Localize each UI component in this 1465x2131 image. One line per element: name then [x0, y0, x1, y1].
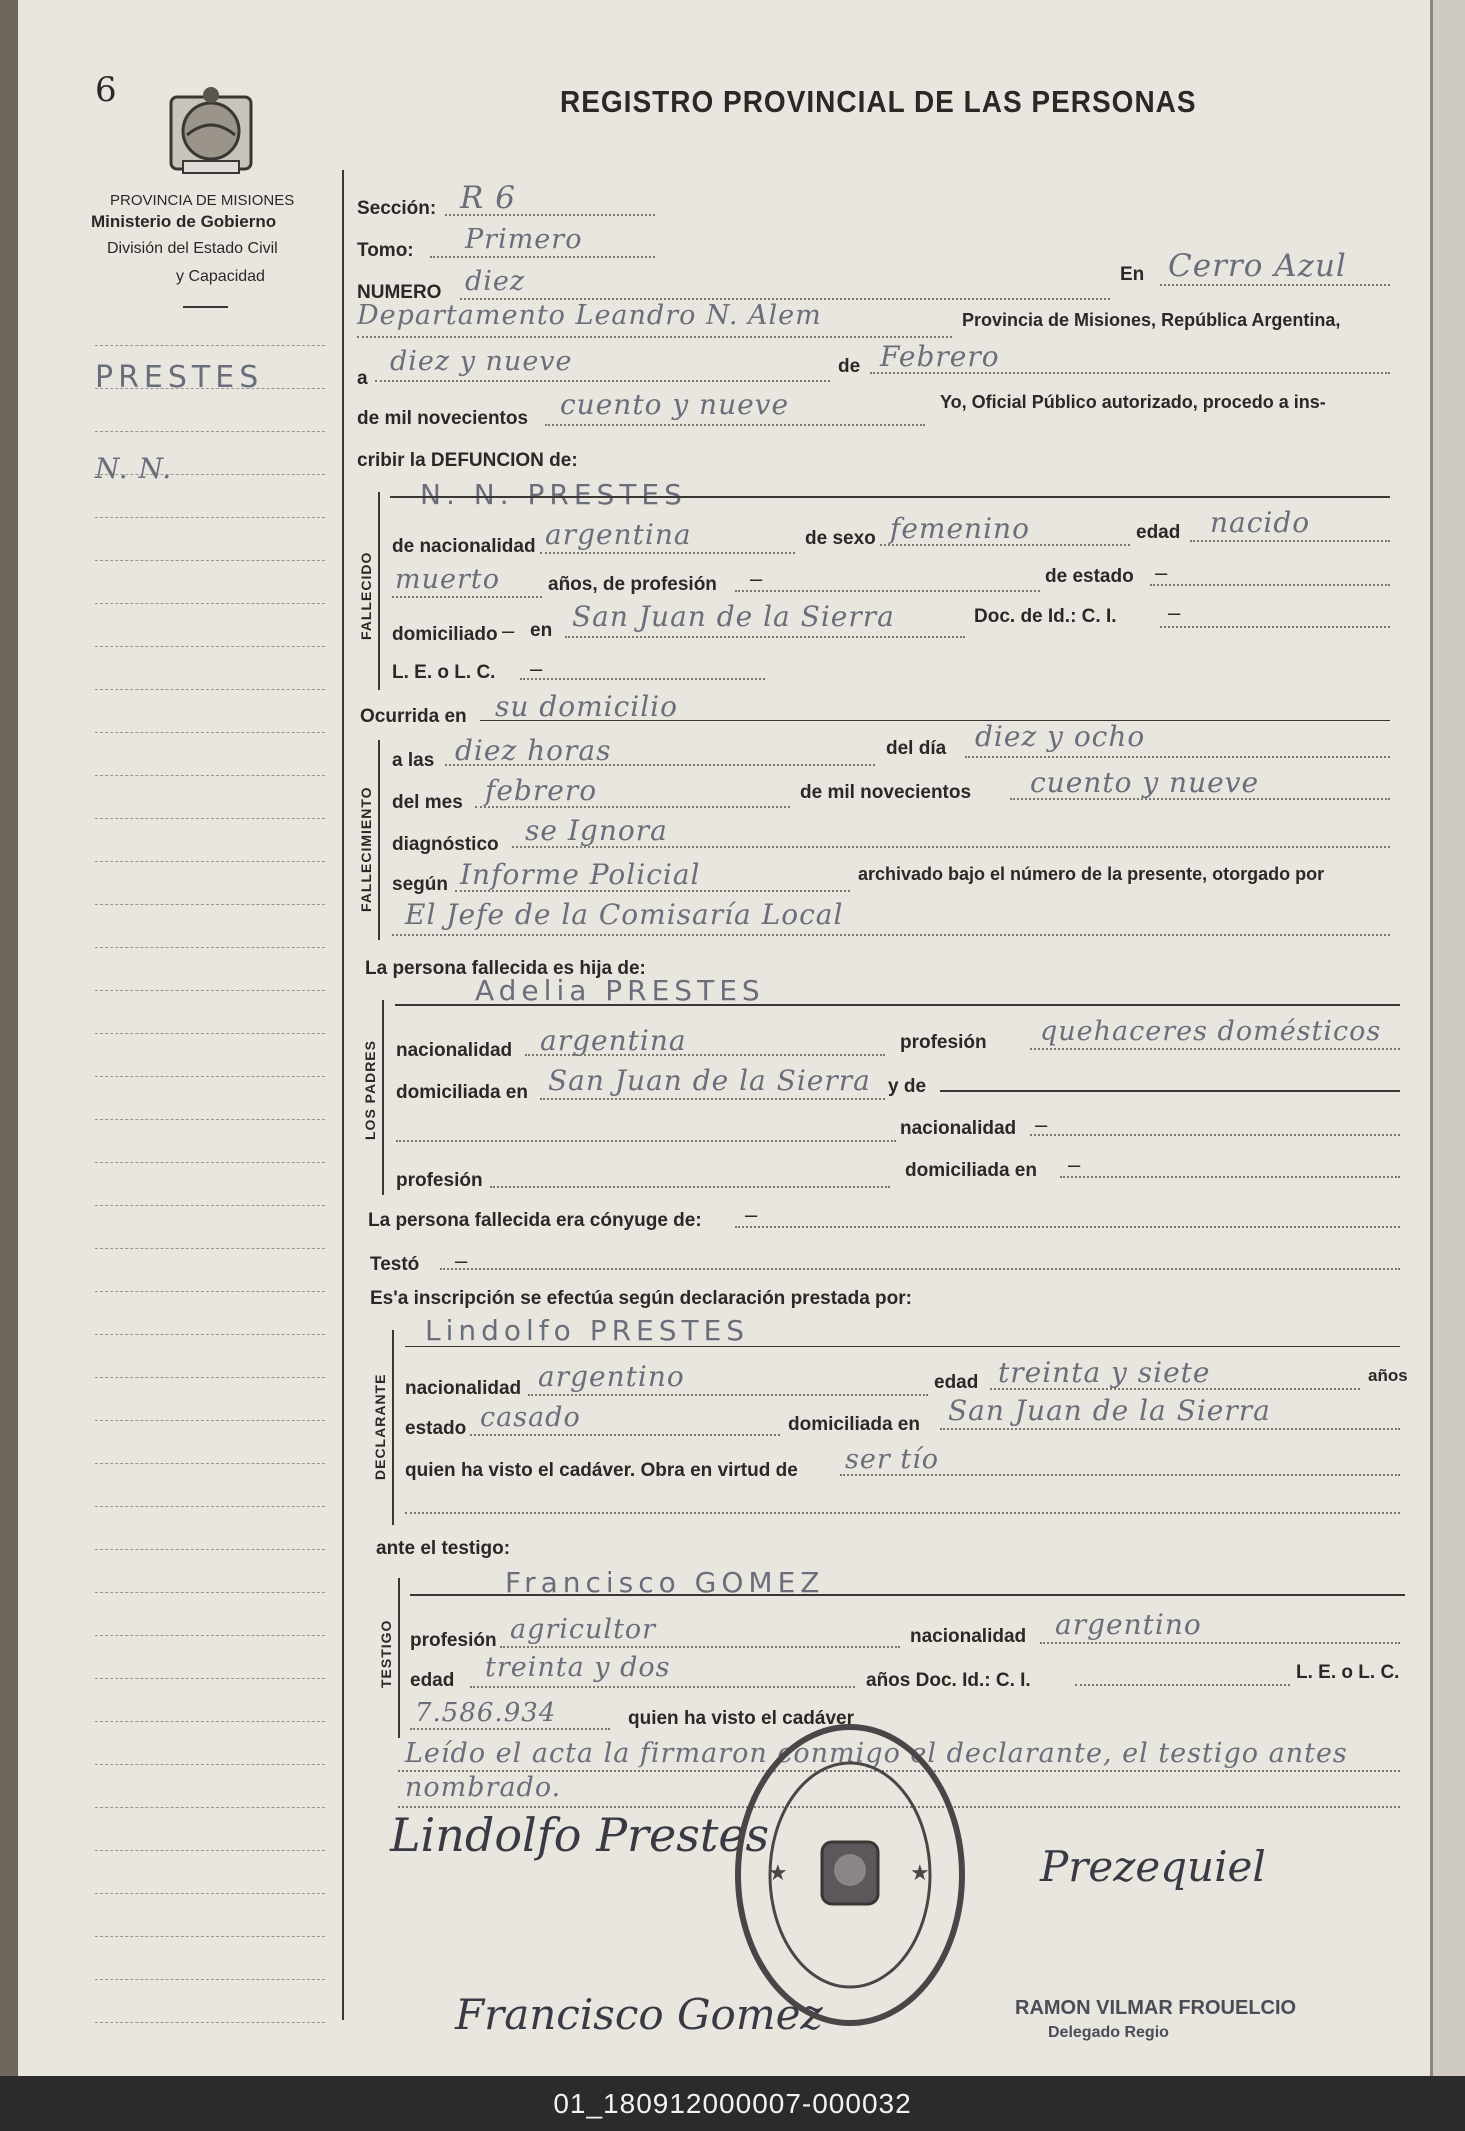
- margin-rule: [95, 1936, 325, 1937]
- margin-rule: [95, 345, 325, 346]
- margin-rule: [95, 1635, 325, 1636]
- declarante-virtud-value: ser tío: [845, 1444, 940, 1475]
- register-title: REGISTRO PROVINCIAL DE LAS PERSONAS: [560, 84, 1197, 119]
- declarante-extra-line: [405, 1512, 1400, 1514]
- hora-line: [445, 764, 875, 766]
- conyuge-line: [735, 1226, 1400, 1228]
- declarante-edad-line: [990, 1388, 1360, 1390]
- mes-fallec-value: febrero: [485, 774, 598, 807]
- margin-rule: [95, 1205, 325, 1206]
- margin-rule: [95, 517, 325, 518]
- seccion-label: Sección:: [357, 198, 437, 219]
- testigo-doc-line: [1075, 1684, 1290, 1686]
- tomo-label: Tomo:: [357, 240, 414, 261]
- margin-rule: [95, 1119, 325, 1120]
- segun-value: Informe Policial: [460, 858, 701, 891]
- declarante-name: Lindolfo PRESTES: [425, 1314, 750, 1347]
- margin-divider: [342, 170, 344, 2020]
- fallecido-anios-line: [392, 596, 542, 598]
- declarante-estado-line: [470, 1434, 780, 1436]
- fallecido-le-line: [520, 678, 765, 680]
- fallecido-profesion-value: –: [750, 566, 763, 591]
- fallecido-doc-label: Doc. de Id.: C. I.: [974, 606, 1117, 627]
- testigo-edad-value: treinta y dos: [485, 1652, 671, 1683]
- anio-fallec-line: [1010, 798, 1390, 800]
- margin-rule: [95, 775, 325, 776]
- provincia-text: Provincia de Misiones, República Argentina,: [962, 310, 1341, 330]
- padres-nacionalidad2-label: nacionalidad: [900, 1118, 1017, 1139]
- declaracion-text: Es'a inscripción se efectúa según declaración prestada por:: [370, 1288, 912, 1309]
- margin-rule: [95, 1807, 325, 1808]
- padres-profesion-line: [1030, 1048, 1400, 1050]
- margin-rule: [95, 1893, 325, 1894]
- margin-rule: [95, 1506, 325, 1507]
- padres-intro: La persona fallecida es hija de:: [365, 958, 646, 979]
- fallecido-nacionalidad-label: de nacionalidad: [392, 536, 536, 557]
- en-label: En: [1120, 264, 1145, 285]
- en-value: Cerro Azul: [1168, 248, 1347, 284]
- padres-side-label: LOS PADRES: [362, 1040, 378, 1140]
- dia-fallec-value: diez y ocho: [975, 720, 1146, 753]
- margin-rule: [95, 1979, 325, 1980]
- testigo-intro: ante el testigo:: [376, 1538, 511, 1559]
- dia-fallec-line: [965, 756, 1390, 758]
- fallecido-bracket: [378, 492, 380, 690]
- archivado-text: archivado bajo el número de la presente, otorgado por: [858, 864, 1325, 884]
- margin-rule: [95, 1592, 325, 1593]
- ministry-label: Ministerio de Gobierno: [91, 212, 277, 231]
- division-label-2: y Capacidad: [176, 268, 265, 285]
- testigo-doc-value: 7.586.934: [415, 1698, 557, 1728]
- ocurrida-label: Ocurrida en: [360, 706, 467, 727]
- en-line: [1160, 284, 1390, 286]
- testigo-doc-label: años Doc. Id.: C. I.: [866, 1670, 1031, 1691]
- padre-name-line: [940, 1090, 1400, 1092]
- ocurrida-value: su domicilio: [495, 690, 678, 723]
- a-label: a: [357, 368, 368, 389]
- declarante-domicilio-value: San Juan de la Sierra: [948, 1394, 1271, 1427]
- fallecido-domiciliado-label: domiciliado: [392, 624, 498, 645]
- fallecido-sexo-label: de sexo: [805, 528, 876, 549]
- fallecimiento-side-label: FALLECIMIENTO: [358, 786, 374, 912]
- margin-rule: [95, 1850, 325, 1851]
- fallecido-sexo-value: femenino: [890, 512, 1030, 545]
- fallecido-estado-value: –: [1155, 560, 1168, 585]
- diagnostico-line: [512, 846, 1390, 848]
- declarante-estado-value: casado: [480, 1402, 581, 1433]
- numero-label: NUMERO: [357, 282, 442, 303]
- margin-rule: [95, 1764, 325, 1765]
- padres-nacionalidad-line: [525, 1054, 885, 1056]
- mes-line: [870, 372, 1390, 374]
- testigo-side-label: TESTIGO: [378, 1619, 394, 1688]
- fallecido-edad-value: nacido: [1210, 506, 1311, 539]
- margin-rule: [95, 1291, 325, 1292]
- testigo-nacionalidad-line: [1040, 1642, 1400, 1644]
- testo-label: Testó: [370, 1254, 420, 1275]
- declarante-nacionalidad-label: nacionalidad: [405, 1378, 522, 1399]
- padre-extra-line: [396, 1140, 896, 1142]
- declarante-edad-label: edad: [934, 1372, 979, 1393]
- oficial-text: Yo, Oficial Público autorizado, procedo a ins-: [940, 392, 1326, 412]
- margin-rule: [95, 1463, 325, 1464]
- margin-rule: [95, 904, 325, 905]
- declarante-side-label: DECLARANTE: [372, 1373, 388, 1480]
- fallecido-anios-value: muerto: [395, 564, 500, 595]
- numero-value: diez: [465, 266, 526, 297]
- official-name: RAMON VILMAR FROUELCIO: [1015, 1997, 1297, 2019]
- declarante-nacionalidad-value: argentino: [538, 1360, 685, 1393]
- tomo-line: [430, 256, 655, 258]
- margin-rule: [95, 1420, 325, 1421]
- testigo-profesion-label: profesión: [410, 1630, 497, 1651]
- testigo-doc-value-line: [410, 1728, 610, 1730]
- mil-fallec-label: de mil novecientos: [800, 782, 972, 803]
- margin-rule: [95, 732, 325, 733]
- fallecido-side-label: FALLECIDO: [358, 551, 374, 640]
- departamento-value: Departamento Leandro N. Alem: [357, 300, 822, 331]
- fallecimiento-bracket: [378, 740, 380, 940]
- margin-rule: [95, 1377, 325, 1378]
- margin-rule: [95, 1678, 325, 1679]
- margin-rule: [95, 689, 325, 690]
- madre-name-line: [395, 1004, 1400, 1006]
- anio-line: [545, 424, 925, 426]
- padres-profesion2-label: profesión: [396, 1170, 483, 1191]
- page-number: 6: [95, 70, 117, 110]
- margin-rule: [95, 1248, 325, 1249]
- segun-label: según: [392, 874, 448, 895]
- division-label-1: División del Estado Civil: [107, 240, 278, 257]
- closing-line-1: Leído el acta la firmaron conmigo el declarante, el testigo antes: [405, 1738, 1348, 1769]
- padres-nacionalidad2-line: [1030, 1134, 1400, 1136]
- otorgado-line: [392, 934, 1390, 936]
- margin-rule: [95, 818, 325, 819]
- fallecido-domicilio-value: San Juan de la Sierra: [572, 600, 895, 633]
- closing-line-2: nombrado.: [405, 1772, 562, 1803]
- fallecido-sexo-line: [880, 544, 1130, 546]
- deldia-label: del día: [886, 738, 947, 759]
- testigo-profesion-value: agricultor: [510, 1614, 657, 1645]
- declarante-nacionalidad-line: [528, 1394, 928, 1396]
- margin-rule: [95, 990, 325, 991]
- margin-rule: [95, 1549, 325, 1550]
- fallecido-domiciliado-dash: –: [502, 618, 515, 643]
- delmes-label: del mes: [392, 792, 463, 813]
- fallecido-le-value: –: [530, 656, 543, 681]
- fallecido-en-label: en: [530, 620, 553, 641]
- ocurrida-line: [480, 720, 1390, 721]
- svg-text:★: ★: [910, 1861, 930, 1886]
- alas-label: a las: [392, 750, 435, 771]
- conyuge-value: –: [745, 1202, 758, 1227]
- padres-bracket: [382, 1000, 384, 1195]
- otorgado-value: El Jefe de la Comisaría Local: [405, 898, 844, 931]
- coat-of-arms-icon: [165, 85, 257, 180]
- official-seal-icon: [730, 1720, 970, 2030]
- padres-yde-label: y de: [888, 1076, 927, 1097]
- margin-rule: [95, 431, 325, 432]
- hora-value: diez horas: [455, 734, 612, 767]
- testigo-profesion-line: [500, 1646, 900, 1648]
- fallecido-anios-label: años, de profesión: [548, 574, 717, 595]
- margin-given-name: N. N.: [95, 452, 173, 485]
- declarante-anios-label: años: [1368, 1366, 1408, 1385]
- declarante-domicilio-line: [940, 1428, 1400, 1430]
- testo-line: [440, 1268, 1400, 1270]
- official-title: Delegado Regio: [1048, 2024, 1169, 2041]
- padres-nacionalidad2-value: –: [1035, 1112, 1048, 1137]
- padres-domiciliada2-label: domiciliada en: [905, 1160, 1037, 1181]
- departamento-line: [357, 336, 952, 338]
- margin-rule: [95, 603, 325, 604]
- padres-nacionalidad-value: argentina: [540, 1024, 687, 1057]
- padres-profesion-value: quehaceres domésticos: [1040, 1016, 1382, 1047]
- declarante-edad-value: treinta y siete: [998, 1356, 1211, 1389]
- fallecido-doc-line: [1160, 626, 1390, 628]
- fallecido-estado-label: de estado: [1045, 566, 1134, 587]
- svg-text:★: ★: [768, 1861, 788, 1886]
- margin-rule: [95, 947, 325, 948]
- conyuge-label: La persona fallecida era cónyuge de:: [368, 1210, 702, 1231]
- segun-line: [455, 890, 850, 892]
- declarante-domiciliada-label: domiciliada en: [788, 1414, 920, 1435]
- header-divider: [183, 306, 228, 308]
- margin-rule: [95, 2022, 325, 2023]
- oficial-signature: Prezequiel: [1040, 1842, 1266, 1891]
- fallecido-name-line: [390, 496, 1390, 498]
- margin-rule: [95, 1334, 325, 1335]
- fallecido-edad-label: edad: [1136, 522, 1181, 543]
- fallecido-estado-line: [1150, 584, 1390, 586]
- testigo-name-line: [410, 1594, 1405, 1596]
- testigo-edad-label: edad: [410, 1670, 455, 1691]
- mil-label: de mil novecientos: [357, 408, 529, 429]
- padres-domicilio2-line: [1060, 1176, 1400, 1178]
- margin-rule: [95, 1033, 325, 1034]
- fallecido-doc-value: –: [1168, 600, 1181, 625]
- padres-profesion-label: profesión: [900, 1032, 987, 1053]
- testigo-nacionalidad-label: nacionalidad: [910, 1626, 1027, 1647]
- diagnostico-label: diagnóstico: [392, 834, 499, 855]
- dia-value: diez y nueve: [390, 346, 573, 377]
- declarante-bracket: [392, 1330, 394, 1525]
- province-label: PROVINCIA DE MISIONES: [110, 192, 295, 209]
- de-label: de: [838, 356, 861, 377]
- fallecido-nacionalidad-line: [540, 552, 795, 554]
- anio-value: cuento y nueve: [560, 388, 790, 421]
- declarante-signature: Lindolfo Prestes: [390, 1808, 770, 1862]
- margin-rule: [95, 1721, 325, 1722]
- declarante-estado-label: estado: [405, 1418, 467, 1439]
- testigo-signature: Francisco Gomez: [455, 1990, 823, 2039]
- tomo-value: Primero: [465, 224, 583, 255]
- fallecido-nacionalidad-value: argentina: [545, 518, 692, 551]
- next-page-edge: [1430, 0, 1465, 2076]
- seccion-value: R 6: [460, 180, 516, 216]
- testigo-nacionalidad-value: argentino: [1055, 1608, 1202, 1641]
- testigo-edad-line: [470, 1686, 855, 1688]
- margin-rule: [95, 1076, 325, 1077]
- cribir-text: cribir la DEFUNCION de:: [357, 450, 578, 471]
- padres-nacionalidad-label: nacionalidad: [396, 1040, 513, 1061]
- testigo-bracket: [398, 1578, 400, 1738]
- diagnostico-value: se Ignora: [525, 814, 668, 847]
- padres-domicilio-value: San Juan de la Sierra: [548, 1064, 871, 1097]
- declarante-visto-text: quien ha visto el cadáver. Obra en virtud de: [405, 1460, 798, 1481]
- padres-domicilio2-value: –: [1068, 1152, 1081, 1177]
- madre-name: Adelia PRESTES: [475, 974, 765, 1007]
- fallecido-edad-line: [1190, 540, 1390, 542]
- declarante-virtud-line: [840, 1474, 1400, 1476]
- testo-value: –: [455, 1248, 468, 1273]
- padres-profesion2-line: [490, 1186, 890, 1188]
- margin-rule: [95, 646, 325, 647]
- padres-domicilio-line: [540, 1098, 885, 1100]
- fallecido-domicilio-line: [565, 636, 965, 638]
- dia-line: [375, 380, 830, 382]
- mes-value: Febrero: [880, 340, 1000, 373]
- margin-rule: [95, 861, 325, 862]
- fallecido-le-label: L. E. o L. C.: [392, 662, 496, 683]
- testigo-le-label: L. E. o L. C.: [1296, 1662, 1400, 1683]
- fallecido-profesion-line: [735, 590, 1040, 592]
- testigo-name: Francisco GOMEZ: [505, 1566, 825, 1599]
- padres-domiciliada-label: domiciliada en: [396, 1082, 528, 1103]
- margin-rule: [95, 1162, 325, 1163]
- margin-surname: PRESTES: [95, 360, 264, 395]
- anio-fallec-value: cuento y nueve: [1030, 766, 1260, 799]
- image-id-footer: 01_180912000007-000032: [0, 2076, 1465, 2131]
- seccion-line: [445, 214, 655, 216]
- mes-fallec-line: [475, 806, 790, 808]
- testigo-visto-text: quien ha visto el cadáver: [628, 1708, 854, 1729]
- margin-rule: [95, 560, 325, 561]
- declarante-name-line: [405, 1346, 1400, 1347]
- fallecido-name: N. N. PRESTES: [420, 478, 687, 511]
